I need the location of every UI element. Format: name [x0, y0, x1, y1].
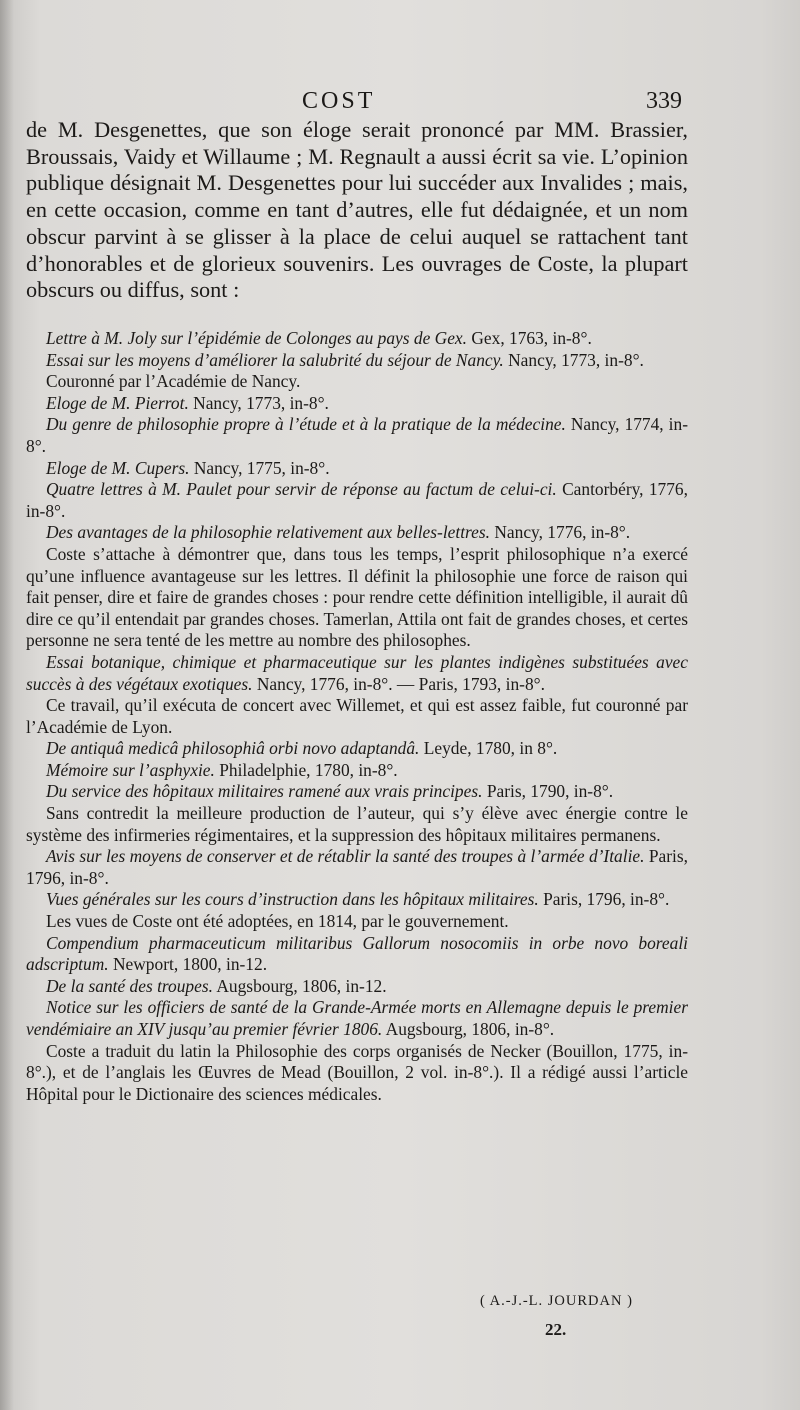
entry-title: Eloge de M. Cupers.	[46, 457, 190, 478]
entry-title: Des avantages de la philosophie relativement aux belles-lettres.	[46, 522, 490, 543]
entry-title: Du genre de philosophie propre à l’étude et à la pratique de la médecine.	[46, 414, 566, 435]
bibliography-entry	[26, 889, 688, 911]
bibliography-entry	[26, 976, 688, 998]
entry-title: Essai sur les moyens d’améliorer la salubrité du séjour de Nancy.	[46, 349, 504, 370]
entry-details: Augsbourg, 1806, in-12.	[216, 975, 387, 996]
entry-details: Paris, 1796, in-8°.	[26, 846, 688, 888]
bibliography-entry	[26, 652, 688, 695]
entry-comment	[26, 544, 688, 652]
entry-title: Mémoire sur l’asphyxie.	[46, 759, 215, 780]
entry-details: Paris, 1796, in-8°.	[543, 889, 670, 910]
entry-comment	[26, 371, 688, 393]
entry-title: Notice sur les officiers de santé de la Grande-Armée morts en Allemagne depuis le premier vendémiaire an XIV jusqu’au premier février 1806.	[26, 997, 688, 1039]
entry-details: Philadelphie, 1780, in-8°.	[219, 759, 398, 780]
entry-comment	[26, 695, 688, 738]
intro-paragraph: de M. Desgenettes, que son éloge serait prononcé par MM. Brassier, Broussais, Vaidy et Willaume ; M. Regnault a aussi écrit sa vie. L’opinion publique désignait M. Desgenettes pour lui succéder aux Invalides ; mais, en cette occasion, comme en tant d’autres, elle fut dédaignée, et un nom obscur parvint à se glisser à la place de celui auquel se rattachent tant d’honorables et de glorieux souvenirs. Les ouvrages de Coste, la plupart obscurs ou diffus, sont :	[26, 117, 688, 303]
entry-details: Couronné par l’Académie de Nancy.	[46, 371, 301, 392]
entry-details: Leyde, 1780, in 8°.	[423, 738, 558, 759]
entry-title: De antiquâ medicâ philosophiâ orbi novo adaptandâ.	[46, 738, 420, 759]
entry-comment	[26, 911, 688, 933]
bibliography-entry	[26, 522, 688, 544]
author-signature: ( A.-J.-L. JOURDAN )	[480, 1293, 633, 1309]
entry-details: Nancy, 1776, in-8°. — Paris, 1793, in-8°.	[256, 673, 545, 694]
entry-details: Nancy, 1774, in-8°.	[26, 414, 688, 456]
bibliography-entry	[26, 328, 688, 350]
entry-details: Coste a traduit du latin la Philosophie des corps organisés de Necker (Bouillon, 1775, in-8°.), et de l’anglais les Œuvres de Mead (Bouillon, 2 vol. in-8°.). Il a rédigé aussi l’article Hôpital pour le Dictionaire des sciences médicales.	[26, 1040, 688, 1104]
entry-details: Nancy, 1773, in-8°.	[193, 392, 329, 413]
bibliography-list	[26, 328, 688, 1105]
entry-title: Essai botanique, chimique et pharmaceutique sur les plantes indigènes substituées avec succès à des végétaux exotiques.	[26, 651, 688, 694]
entry-title: Quatre lettres à M. Paulet pour servir de réponse au factum de celui-ci.	[46, 479, 557, 500]
entry-details: Paris, 1790, in-8°.	[486, 781, 614, 802]
entry-comment	[26, 1041, 688, 1106]
entry-details: Les vues de Coste ont été adoptées, en 1814, par le gouvernement.	[46, 911, 509, 932]
bibliography-entry	[26, 350, 688, 372]
bibliography-entry	[26, 393, 688, 415]
entry-comment	[26, 803, 688, 846]
bibliography-entry	[26, 458, 688, 480]
entry-details: Coste s’attache à démontrer que, dans tous les temps, l’esprit philosophique n’a exercé qu’une influence avantageuse sur les lettres. Il définit la philosophie une force de raison qui fait penser, dire et faire de grandes choses : pour rendre cette définition intelligible, il aurait dû dire ce qu’il entendait par grandes choses. Tamerlan, Attila ont fait de grandes choses, et certes personne ne sera tenté de les mettre au nombre des philosophes.	[26, 543, 688, 651]
entry-title: Compendium pharmaceuticum militaribus Gallorum nosocomiis in orbe novo boreali adscriptum.	[26, 932, 688, 975]
bibliography-entry	[26, 479, 688, 522]
entry-details: Augsbourg, 1806, in-8°.	[385, 1019, 555, 1039]
page-gutter-shadow	[0, 0, 14, 1410]
bibliography-entry	[26, 414, 688, 457]
entry-details: Gex, 1763, in-8°.	[471, 328, 592, 348]
entry-title: Avis sur les moyens de conserver et de rétablir la santé des troupes à l’armée d’Italie.	[46, 846, 645, 867]
bibliography-entry	[26, 846, 688, 889]
running-head	[0, 88, 800, 118]
page-number: 339	[646, 88, 682, 114]
entry-title: Vues générales sur les cours d’instruction dans les hôpitaux militaires.	[46, 889, 539, 910]
bibliography-entry	[26, 933, 688, 976]
entry-details: Nancy, 1775, in-8°.	[193, 457, 330, 478]
entry-details: Nancy, 1773, in-8°.	[508, 349, 644, 370]
running-title: COST	[302, 88, 376, 114]
entry-details: Ce travail, qu’il exécuta de concert avec Willemet, et qui est assez faible, fut couronné par l’Académie de Lyon.	[26, 695, 688, 737]
signature-mark: 22.	[545, 1320, 567, 1339]
bibliography-entry	[26, 997, 688, 1040]
entry-details: Newport, 1800, in-12.	[112, 954, 268, 975]
bibliography-entry	[26, 738, 688, 760]
entry-details: Sans contredit la meilleure production de l’auteur, qui s’y élève avec énergie contre le système des infirmeries régimentaires, et la suppression des hôpitaux militaires permanens.	[26, 803, 688, 845]
bibliography-entry	[26, 760, 688, 782]
entry-title: Du service des hôpitaux militaires ramené aux vrais principes.	[46, 781, 483, 802]
bibliography-entry	[26, 781, 688, 803]
entry-title: Eloge de M. Pierrot.	[46, 392, 189, 413]
entry-title: Lettre à M. Joly sur l’épidémie de Colonges au pays de Gex.	[46, 328, 467, 348]
entry-details: Nancy, 1776, in-8°.	[494, 522, 631, 543]
entry-title: De la santé des troupes.	[46, 975, 213, 996]
entry-details: Cantorbéry, 1776, in-8°.	[26, 479, 688, 521]
